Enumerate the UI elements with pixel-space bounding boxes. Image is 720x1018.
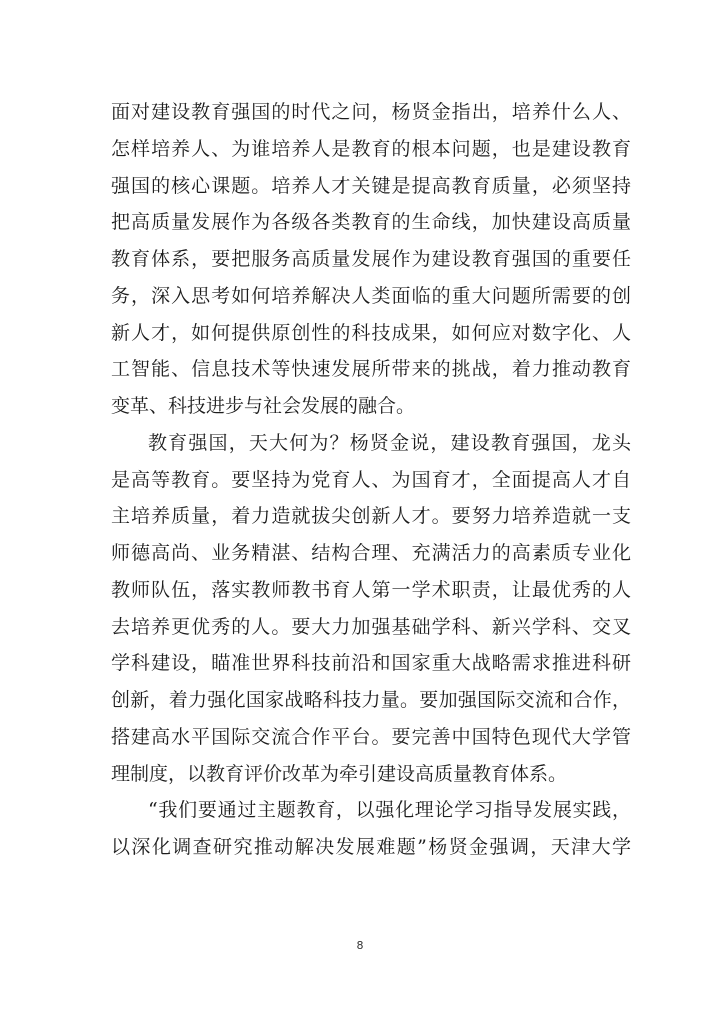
text-line: 把高质量发展作为各级各类教育的生命线，加快建设高质量 [111,211,631,234]
text-line: 创新，着力强化国家战略科技力量。要加强国际交流和合作， [111,689,631,711]
text-line: “我们要通过主题教育，以强化理论学习指导发展实践， [148,799,631,822]
text-line: 新人才，如何提供原创性的科技成果，如何应对数字化、人 [111,321,631,344]
text-line: 变革、科技进步与社会发展的融合。 [111,395,416,417]
text-line: 师德高尚、业务精湛、结构合理、充满活力的高素质专业化 [111,542,631,564]
text-line: 面对建设教育强国的时代之问，杨贤金指出，培养什么人、 [111,101,631,123]
paragraph-2 [111,425,631,793]
page-number: 8 [356,939,364,952]
text-line: 怎样培养人、为谁培养人是教育的根本问题，也是建设教育 [111,137,631,160]
text-line: 教育体系，要把服务高质量发展作为建设教育强国的重要任 [111,248,631,270]
text-line: 强国的核心课题。培养人才关键是提高教育质量，必须坚持 [111,174,631,197]
text-line: 教师队伍，落实教师教书育人第一学术职责，让最优秀的人 [111,578,631,601]
text-line: 是高等教育。要坚持为党育人、为国育才，全面提高人才自 [111,468,631,491]
text-line: 以深化调查研究推动解决发展难题”杨贤金强调，天津大学 [111,836,631,858]
text-line: 理制度，以教育评价改革为牵引建设高质量教育体系。 [111,762,568,785]
text-line: 主培养质量，着力造就拔尖创新人才。要努力培养造就一支 [111,505,631,528]
text-line: 工智能、信息技术等快速发展所带来的挑战，着力推动教育 [111,358,631,381]
paragraph-1 [111,94,631,425]
text-line: 去培养更优秀的人。要大力加强基础学科、新兴学科、交叉 [111,615,631,638]
text-line: 学科建设，瞄准世界科技前沿和国家重大战略需求推进科研 [111,652,631,675]
text-line: 搭建高水平国际交流合作平台。要完善中国特色现代大学管 [111,725,631,748]
text-line: 务，深入思考如何培养解决人类面临的重大问题所需要的创 [111,284,631,307]
body-text [111,94,631,866]
text-line: 教育强国，天大何为？杨贤金说，建设教育强国，龙头 [148,431,631,454]
paragraph-3 [111,792,631,866]
